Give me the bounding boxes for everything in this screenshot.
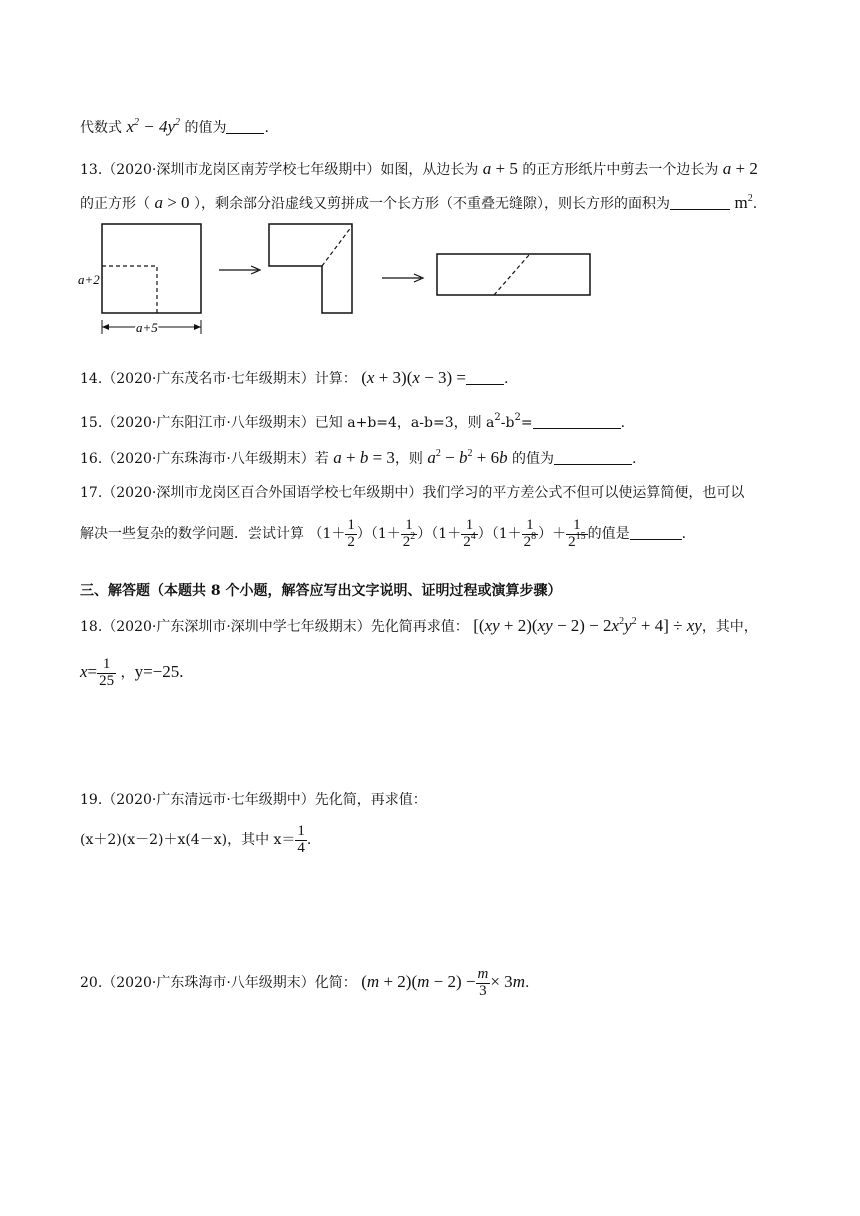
q18-expression: $[(xy + 2)(xy - 2) - 2x^2y^2 + 4]$ ÷ xy [473, 616, 702, 635]
q17-source: （2020·深圳市龙岗区百合外国语学校七年级期中） [102, 485, 423, 501]
q17-line1 [80, 486, 744, 500]
q15-text1: 已知 a+b=4，a-b=3，则 a [314, 415, 495, 431]
q13-condition: a [154, 193, 163, 212]
q15-text3: = [520, 415, 533, 431]
q13-line1 [80, 160, 758, 177]
q18-y-value: y=−25. [134, 662, 184, 681]
q16-text1: 若 [314, 451, 329, 467]
q18-text1: 先化简再求值： [370, 619, 469, 635]
q18-x-den: 25 [99, 672, 115, 689]
q20 [80, 962, 529, 1003]
q20-frac: $\frac{m}{3}$ [477, 965, 489, 999]
q13-text1: 如图，从边长为 [380, 162, 479, 178]
q20-end: . [524, 975, 530, 991]
q18-line2: x= $\frac{1}{25}$ ，y=−25. [80, 655, 184, 689]
q12-prefix: 代数式 [80, 120, 122, 136]
q17-frac-2: $\frac{1}{2^2}$ [402, 516, 416, 550]
q16-condition: a + b = 3 [333, 448, 395, 467]
q14-source: （2020·广东茂名市·七年级期末） [102, 371, 315, 387]
q13-unit: $m^2$ [734, 193, 753, 212]
q19-x-den: 4 [297, 839, 305, 856]
q12-tail [80, 118, 269, 135]
q16-end: . [632, 451, 637, 467]
label-bottom: a+5 [136, 320, 158, 335]
q16-answer-blank [554, 464, 632, 465]
q15-text2: -b [500, 415, 515, 431]
q17-expression: （1＋ $\frac{1}{2}$ ）（1＋ $\frac{1}{2^2}$ ）（1＋ $\frac{1}{2^4}$ ）（1＋ $\frac{1}{2^8}$ ）＋ $\frac{1}{2^{15}}$ [308, 516, 586, 550]
section-3-title: 三、解答题（本题共 8 个小题，解答应写出文字说明、证明过程或演算步骤） [80, 583, 562, 599]
cut-dashed-line [102, 266, 157, 313]
q17-frac-1: $\frac{1}{2}$ [347, 516, 355, 550]
q20-number: 20. [80, 975, 103, 991]
q16-text3: 的值为 [512, 451, 555, 467]
dim-arrow-left [102, 324, 109, 330]
q15-source: （2020·广东阳江市·八年级期末） [102, 415, 315, 431]
q17-text1: 我们学习的平方差公式不但可以使运算简便，也可以 [422, 485, 745, 501]
q18-x-frac: $\frac{1}{25}$ [99, 655, 115, 689]
q13-expr-a2: a [722, 159, 732, 178]
l-shape-dashed [322, 226, 352, 266]
q18-line1 [80, 617, 758, 634]
q16-source: （2020·广东珠海市·八年级期末） [102, 451, 315, 467]
q13-expr-a5: a [482, 159, 492, 178]
dim-arrow-right [194, 324, 201, 330]
q20-text1: 化简： [314, 975, 357, 991]
q13-expr-a2-rest: + 2 [731, 159, 758, 178]
q19-number: 19. [80, 792, 103, 808]
q12-end: . [264, 120, 269, 136]
q13-answer-blank [670, 209, 730, 210]
long-rectangle [437, 254, 590, 295]
q13-expr-a5-rest: + 5 [491, 159, 518, 178]
q18-text2: ，其中， [701, 619, 758, 635]
q17-line2 [80, 514, 686, 554]
q18-x-label: x= [80, 662, 98, 681]
q13-number: 13. [80, 162, 103, 178]
q17-frac-3: $\frac{1}{2^4}$ [463, 516, 476, 550]
q13-figure [76, 222, 636, 342]
q12-expression: $x^2 - 4y^2$ [126, 117, 181, 136]
q19-text1: 先化简，再求值： [314, 792, 427, 808]
q19-source: （2020·广东清远市·七年级期中） [102, 792, 315, 808]
q17-answer-blank [630, 539, 682, 540]
q17-number: 17. [80, 485, 103, 501]
q14-text: 计算： [314, 371, 357, 387]
q17-frac-4: $\frac{1}{2^8}$ [523, 516, 537, 550]
q15: 15.（2020·广东阳江市·八年级期末）已知 a+b=4，a-b=3，则 $a^2-b^2=$ . [80, 412, 626, 431]
q17-text2: 解决一些复杂的数学问题．尝试计算 [80, 526, 304, 542]
q12-answer-blank [226, 133, 264, 134]
rectangle-dashed [494, 255, 529, 295]
q19-end: . [306, 832, 312, 848]
q14-answer-blank [466, 384, 504, 385]
q19-expression: (x＋2)(x－2)＋x(4－x)，其中 x＝ [80, 832, 296, 848]
q13-unit-text: m [734, 193, 748, 212]
q20-expression: (m + 2)(m − 2) − [361, 972, 476, 991]
q15-number: 15. [80, 415, 103, 431]
q16 [80, 449, 636, 466]
q13-text3: 的正方形（ [80, 196, 150, 212]
q18-source: （2020·广东深圳市·深圳中学七年级期末） [102, 619, 371, 635]
q13-source: （2020·深圳市龙岗区南芳学校七年级期中） [102, 162, 381, 178]
q14 [80, 369, 508, 386]
q19-line2 [80, 820, 311, 860]
q13-line2 [80, 194, 757, 211]
q16-text2: ，则 [394, 451, 423, 467]
q19-line1 [80, 793, 427, 807]
q13-condition-rest: > 0 [162, 193, 190, 212]
q17-frac-5: $\frac{1}{2^{15}}$ [568, 516, 586, 550]
q14-expression: (x + 3)(x − 3) = [361, 368, 467, 387]
q17-end: . [681, 526, 687, 542]
q18-number: 18. [80, 619, 103, 635]
q13-end: . [752, 196, 758, 212]
q13-text2: 的正方形纸片中剪去一个边长为 [522, 162, 719, 178]
q20-source: （2020·广东珠海市·八年级期末） [102, 975, 315, 991]
q14-end: . [504, 371, 509, 387]
label-side: a+2 [78, 272, 100, 287]
q17-text3: 的值是 [587, 526, 630, 542]
q12-suffix: 的值为 [184, 120, 227, 136]
q13-text4: ），剩余部分沿虚线又剪拼成一个长方形（不重叠无缝隙），则长方形的面积为 [194, 196, 670, 212]
l-shape [269, 224, 352, 313]
q19-x-frac: $\frac{1}{4}$ [297, 822, 305, 856]
q20-expression-tail: × 3m [490, 972, 525, 991]
q15-answer-blank [533, 428, 621, 429]
big-square [102, 224, 201, 313]
q15-end: . [620, 415, 626, 431]
q14-number: 14. [80, 371, 103, 387]
q16-expression: $a^2 - b^2 + 6b$ [427, 448, 508, 467]
q16-number: 16. [80, 451, 103, 467]
